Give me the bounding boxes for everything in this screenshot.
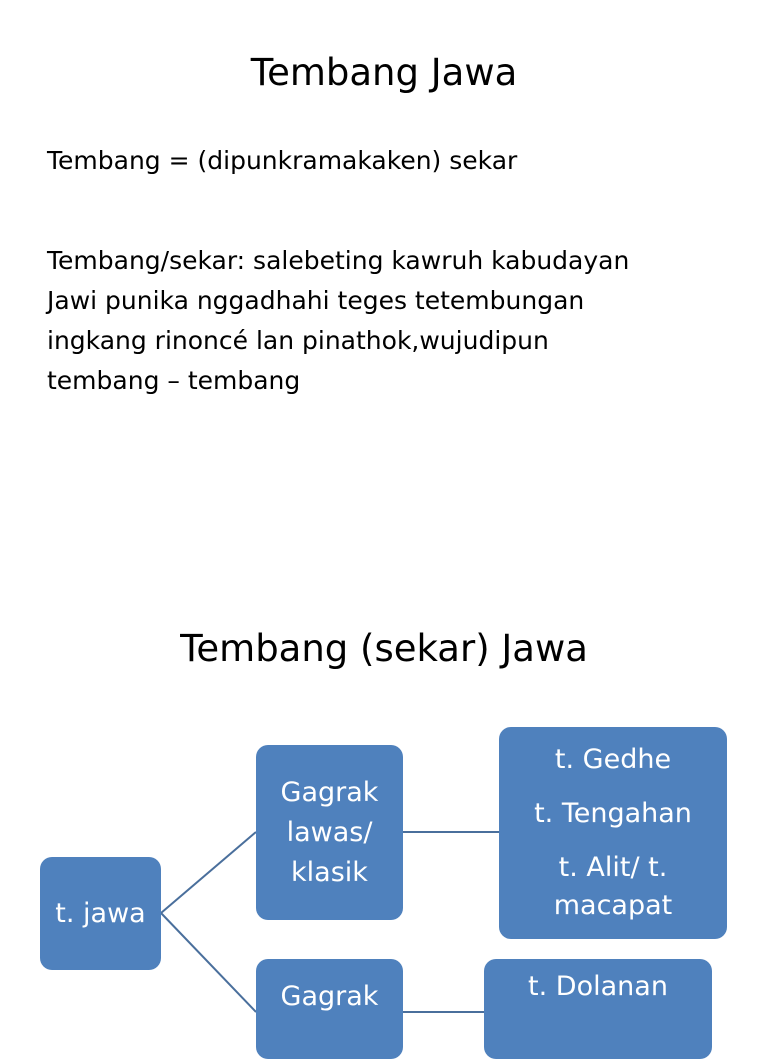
slide-2 xyxy=(0,512,768,1024)
leaf-item: t. Tengahan xyxy=(534,798,692,829)
branch-label-line: Gagrak xyxy=(280,981,379,1012)
paragraph-line: tembang – tembang xyxy=(47,366,301,395)
slide-1 xyxy=(0,0,768,512)
leaf-item: t. Alit/ t. xyxy=(558,852,668,883)
slide-1-title: Tembang Jawa xyxy=(250,51,518,94)
connector-root-branch2 xyxy=(161,913,256,1012)
leaf-item: t. Gedhe xyxy=(554,744,672,775)
paragraph-line: ingkang rinoncé lan pinathok,wujudipun xyxy=(47,326,549,355)
branch-label-line: Gagrak xyxy=(280,776,379,808)
branch-label-line: klasik xyxy=(291,856,368,888)
root-node-label: t. jawa xyxy=(55,897,146,929)
branch-label-line: lawas/ xyxy=(286,816,373,848)
paragraph-line: Tembang/sekar: salebeting kawruh kabudayan xyxy=(47,246,630,275)
branch-node-classic xyxy=(256,745,403,920)
connector-root-branch1 xyxy=(161,832,256,913)
leaf-node-modern-types xyxy=(484,959,712,1059)
root-node xyxy=(40,857,161,970)
slide-2-title: Tembang (sekar) Jawa xyxy=(180,627,588,670)
leaf-item: t. Dolanan xyxy=(528,971,668,1002)
leaf-item: macapat xyxy=(553,890,673,921)
definition-paragraph xyxy=(47,241,737,401)
branch-node-modern xyxy=(256,959,403,1059)
leaf-node-classic-types xyxy=(499,727,727,939)
paragraph-line: Jawi punika nggadhahi teges tetembungan xyxy=(47,286,585,315)
definition-line: Tembang = (dipunkramakaken) sekar xyxy=(47,146,518,175)
